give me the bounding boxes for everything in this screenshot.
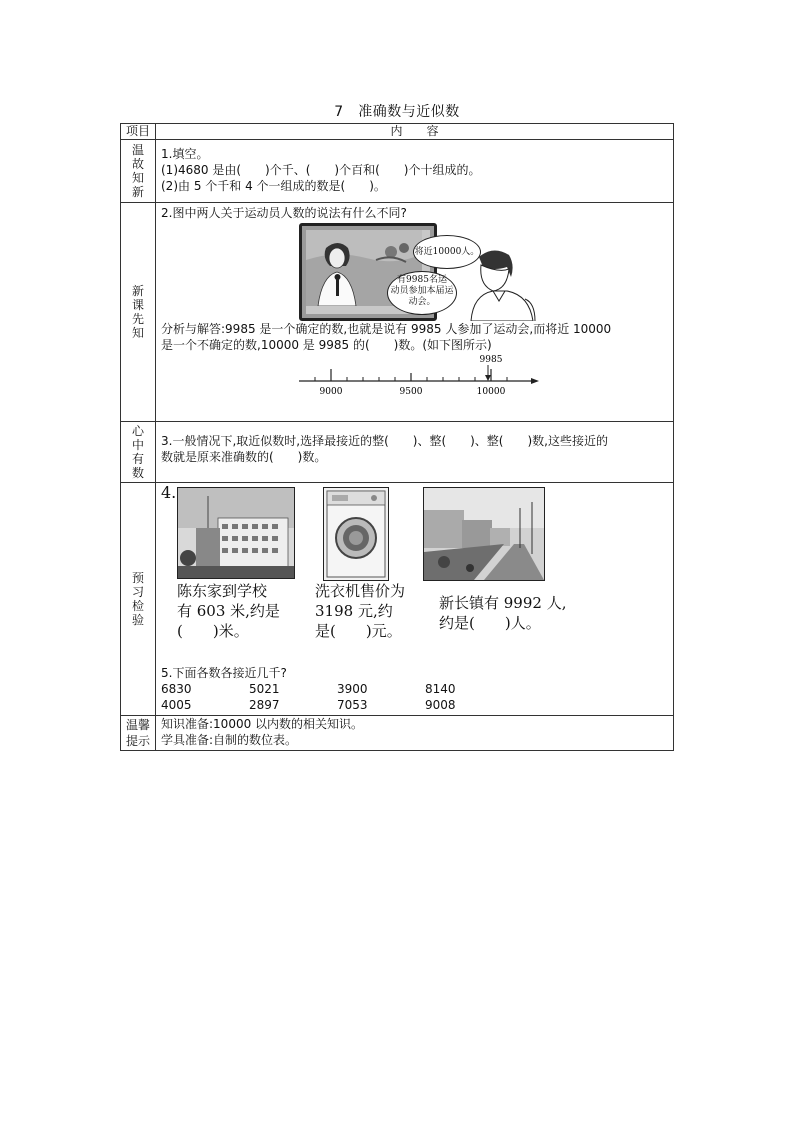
town-street-photo bbox=[423, 487, 545, 581]
marker-label: 9985 bbox=[479, 355, 503, 365]
tips-content bbox=[156, 716, 674, 751]
mind-line-2: 数就是原来准确数的( )数。 bbox=[161, 450, 327, 464]
mind-row bbox=[121, 422, 674, 483]
review-q1-1: (1)4680 是由( )个千、( )个百和( )个十组成的。 bbox=[161, 163, 481, 177]
header-item: 项目 bbox=[121, 124, 156, 140]
caption-school: 陈东家到学校 有 603 米,约是 ( )米。 bbox=[177, 582, 280, 640]
number-item: 7053 bbox=[337, 698, 368, 712]
review-q1: 1.填空。 bbox=[161, 147, 209, 161]
review-content bbox=[156, 140, 674, 203]
header-row bbox=[121, 124, 674, 140]
speech-bubble-left: 有9985名运 动员参加本届运 动会。 bbox=[387, 271, 457, 315]
mind-content bbox=[156, 422, 674, 483]
tip-tools: 学具准备:自制的数位表。 bbox=[161, 733, 298, 747]
page-title: 7 准确数与近似数 bbox=[334, 104, 460, 120]
school-photo bbox=[177, 487, 295, 579]
analysis-line-1: 分析与解答:9985 是一个确定的数,也就是说有 9985 人参加了运动会,而将近 10000 bbox=[161, 322, 612, 336]
caption-town: 新长镇有 9992 人, 约是( )人。 bbox=[439, 594, 567, 632]
number-item: 2897 bbox=[249, 698, 280, 712]
caption-washing-machine: 洗衣机售价为 3198 元,约 是( )元。 bbox=[315, 582, 406, 640]
newlesson-question: 2.图中两人关于运动员人数的说法有什么不同? bbox=[161, 206, 407, 220]
number-item: 6830 bbox=[161, 682, 192, 696]
numbers-grid bbox=[161, 681, 669, 713]
review-label: 温 故 知 新 bbox=[121, 140, 156, 203]
question-4-number: 4. bbox=[161, 483, 177, 502]
tip-knowledge: 知识准备:10000 以内数的相关知识。 bbox=[161, 717, 364, 731]
number-item: 9008 bbox=[425, 698, 456, 712]
number-item: 5021 bbox=[249, 682, 280, 696]
tv-illustration bbox=[161, 221, 669, 321]
newlesson-label: 新 课 先 知 bbox=[121, 203, 156, 422]
number-line bbox=[161, 353, 669, 397]
speech-bubble-right: 将近10000人。 bbox=[413, 235, 481, 269]
question-5: 5.下面各数各接近几千? bbox=[161, 666, 287, 680]
tick-label-9000: 9000 bbox=[319, 387, 343, 397]
preview-label: 预 习 检 验 bbox=[121, 483, 156, 716]
tick-label-9500: 9500 bbox=[399, 387, 423, 397]
number-item: 4005 bbox=[161, 698, 192, 712]
preview-row bbox=[121, 483, 674, 716]
number-item: 8140 bbox=[425, 682, 456, 696]
photo-problems bbox=[161, 485, 669, 665]
header-content: 内 容 bbox=[156, 124, 674, 140]
analysis-line-2: 是一个不确定的数,10000 是 9985 的( )数。(如下图所示) bbox=[161, 338, 492, 352]
number-item: 3900 bbox=[337, 682, 368, 696]
worksheet-table bbox=[120, 123, 674, 751]
preview-content bbox=[156, 483, 674, 716]
tips-row bbox=[121, 716, 674, 751]
washing-machine-photo bbox=[323, 487, 389, 581]
mind-label: 心 中 有 数 bbox=[121, 422, 156, 483]
newlesson-content bbox=[156, 203, 674, 422]
man-illustration bbox=[461, 247, 537, 321]
tick-label-10000: 10000 bbox=[476, 387, 506, 397]
mind-line-1: 3.一般情况下,取近似数时,选择最接近的整( )、整( )、整( )数,这些接近的 bbox=[161, 434, 608, 448]
review-q1-2: (2)由 5 个千和 4 个一组成的数是( )。 bbox=[161, 179, 386, 193]
review-row bbox=[121, 140, 674, 203]
newlesson-row bbox=[121, 203, 674, 422]
tips-label: 温馨 提示 bbox=[121, 716, 156, 751]
